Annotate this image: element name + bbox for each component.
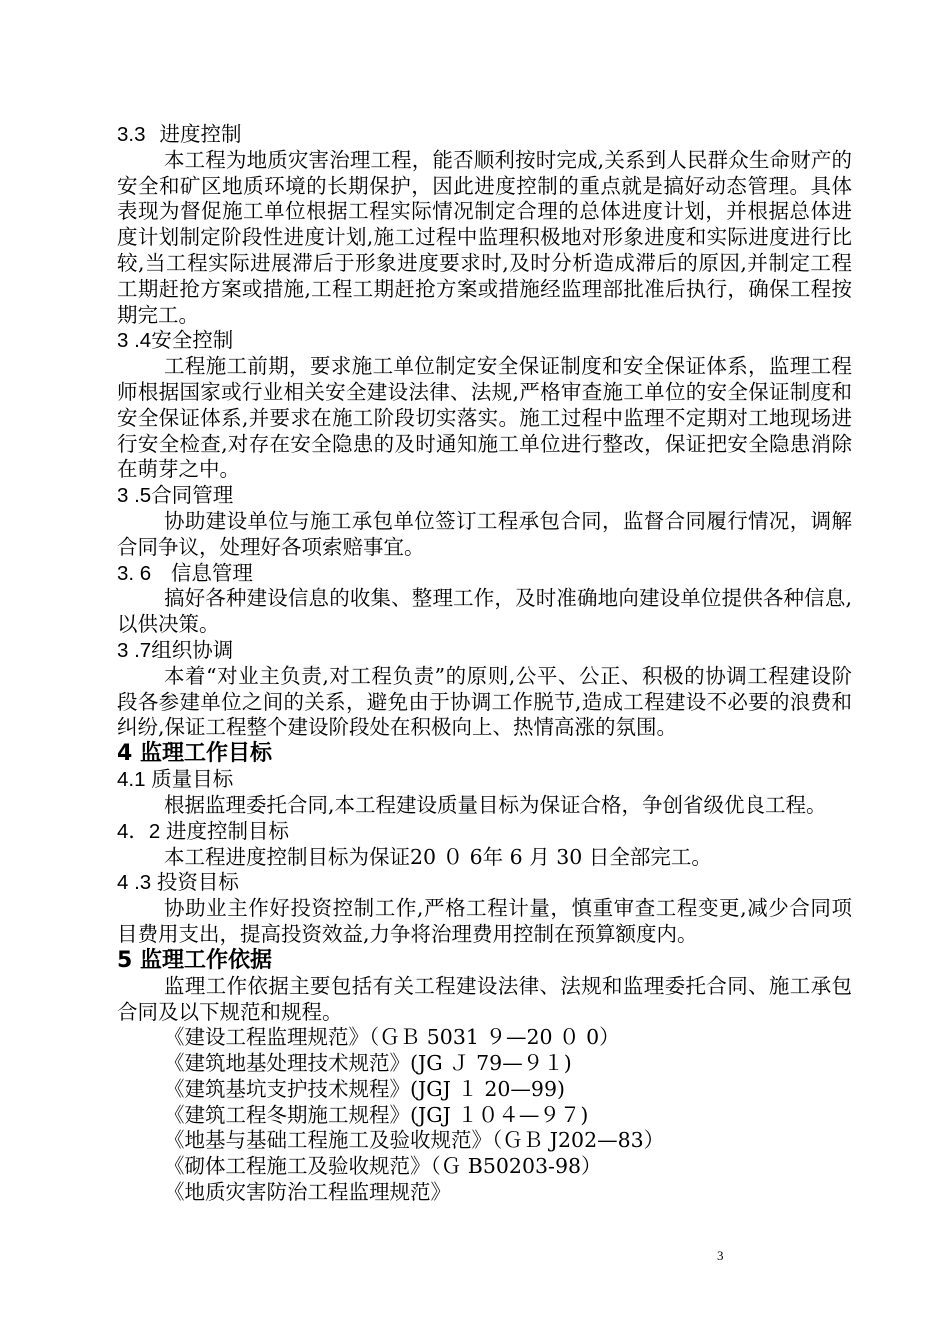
section-heading-4-1: 4.1 质量目标 xyxy=(117,768,234,792)
section-heading-3-4 xyxy=(117,328,852,354)
reference-item: 《建筑地基处理技术规范》(JG Ｊ 79—９１) xyxy=(164,1051,572,1076)
reference-item: 《建设工程监理规范》（ＧＢ 5031 ９—20 ０ 0） xyxy=(164,1025,620,1050)
paragraph: 协助业主作好投资控制工作,严格工程计量，慎重审查工程变更,减少合同项目费用支出，提高投资效益,力争将治理费用控制在预算额度内。 xyxy=(117,896,852,946)
section-number: 3.3 xyxy=(117,123,146,146)
paragraph: 搞好各种建设信息的收集、整理工作，及时准确地向建设单位提供各种信息,以供决策。 xyxy=(117,586,852,637)
page-number: 3 xyxy=(717,1248,724,1263)
paragraph: 工程施工前期，要求施工单位制定安全保证制度和安全保证体系，监理工程师根据国家或行业相关安全建设法律、法规,严格审查施工单位的安全保证制度和安全保证体系,并要求在施工阶段切实落实。施工过程中监理不定期对工地现场进行安全检查,对存在安全隐患的及时通知施工单位进行整改，保证把安全隐患消除在萌芽之中。 xyxy=(117,354,852,482)
section-heading-3-7 xyxy=(117,638,852,664)
reference-item: 《地基与基础工程施工及验收规范》（ＧＢ J202—83） xyxy=(164,1128,665,1153)
section-title: 信息管理 xyxy=(165,561,253,585)
section-heading-3-5 xyxy=(117,483,852,509)
paragraph: 监理工作依据主要包括有关工程建设法律、法规和监理委托合同、施工承包合同及以下规范和规程。 xyxy=(117,973,852,1024)
section-heading-4-2: 4．2 进度控制目标 xyxy=(117,819,289,843)
paragraph: 本着“对业主负责,对工程负责”的原则,公平、公正、积极的协调工程建设阶段各参建单位之间的关系，避免由于协调工作脱节,造成工程建设不必要的浪费和纠纷,保证工程整个建设阶段处在积极向上、热情高涨的氛围。 xyxy=(117,663,852,740)
paragraph: 协助建设单位与施工承包单位签订工程承包合同，监督合同履行情况，调解合同争议，处理好各项索赔事宜。 xyxy=(117,508,852,559)
section-title: 组织协调 xyxy=(151,638,234,662)
chapter-heading-4: 4 监理工作目标 xyxy=(117,741,272,767)
section-number: 3 .4 xyxy=(117,329,152,353)
section-title: 合同管理 xyxy=(151,484,234,508)
section-number: 3. 6 xyxy=(117,561,152,585)
reference-item: 《砌体工程施工及验收规范》（Ｇ B50203-98） xyxy=(164,1154,602,1179)
reference-item: 《地质灾害防治工程监理规范》 xyxy=(164,1180,451,1205)
section-heading-3-6 xyxy=(117,561,852,587)
reference-list xyxy=(117,1025,852,1206)
document-body xyxy=(117,122,852,1206)
section-title: 进度控制 xyxy=(159,123,242,146)
section-number: 3 .7 xyxy=(117,638,152,662)
section-number: 3 .5 xyxy=(117,484,152,508)
paragraph: 本工程进度控制目标为保证20 ０ 6年 6 月 30 日全部完工。 xyxy=(164,844,712,869)
section-heading-3-3 xyxy=(117,122,852,148)
reference-item: 《建筑工程冬期施工规程》(JGJ １０４—９７) xyxy=(164,1102,589,1127)
chapter-heading-5: 5 监理工作依据 xyxy=(117,947,272,973)
paragraph: 本工程为地质灾害治理工程，能否顺利按时完成,关系到人民群众生命财产的安全和矿区地质环境的长期保护，因此进度控制的重点就是搞好动态管理。具体表现为督促施工单位根据工程实际情况制定合理的总体进度计划，并根据总体进度计划制定阶段性进度计划,施工过程中监理积极地对形象进度和实际进度进行比较,当工程实际进展滞后于形象进度要求时,及时分析造成滞后的原因,并制定工程工期赶抢方案或措施,工程工期赶抢方案或措施经监理部批准后执行，确保工程按期完工。 xyxy=(117,147,852,327)
paragraph: 根据监理委托合同,本工程建设质量目标为保证合格，争创省级优良工程。 xyxy=(164,792,827,817)
section-title: 安全控制 xyxy=(151,329,234,353)
section-heading-4-3: 4 .3 投资目标 xyxy=(117,871,239,895)
reference-item: 《建筑基坑支护技术规程》(JGJ １ 20—99) xyxy=(164,1076,566,1101)
